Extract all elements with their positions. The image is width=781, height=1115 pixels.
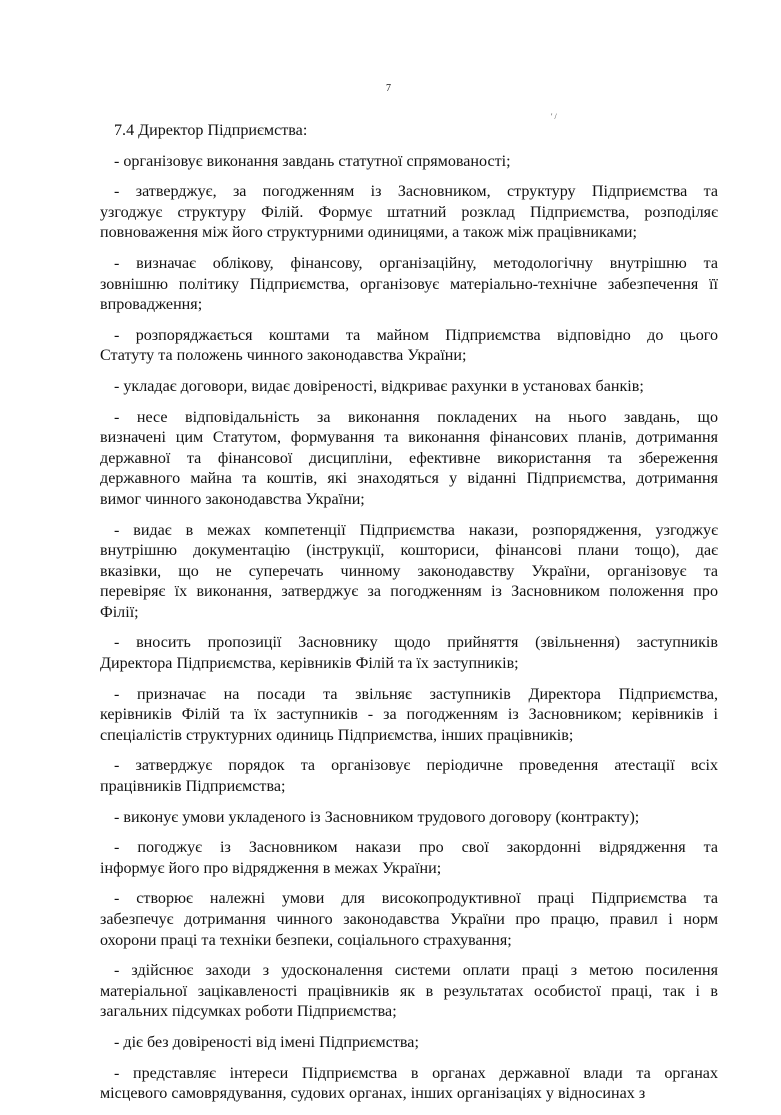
section-body bbox=[100, 121, 718, 1115]
duty-item bbox=[100, 254, 718, 316]
duty-first-line: - організовує виконання завдань статутної спрямованості; bbox=[114, 152, 511, 170]
duty-item bbox=[100, 326, 718, 367]
duty-continuation-line: повноваження між його структурними одиницями, а також між працівниками; bbox=[100, 224, 637, 242]
duty-item bbox=[100, 889, 718, 951]
duty-first-line: - розпоряджається коштами та майном Підприємства відповідно до цього bbox=[114, 326, 718, 344]
duties-list bbox=[100, 152, 718, 1105]
duty-continuation-line: внутрішню документацію (інструкції, кошториси, фінансові плани тощо), дає bbox=[100, 542, 718, 560]
duty-continuation-line: матеріальної зацікавленості працівників як в результатах особистої праці, так і в bbox=[100, 982, 718, 1000]
duty-item bbox=[100, 408, 718, 511]
duty-first-line: - діє без довіреності від імені Підприємства; bbox=[114, 1033, 419, 1051]
duty-continuation-line: місцевого самоврядування, судових органах, інших організаціях у відносинах з bbox=[100, 1085, 646, 1103]
duty-first-line: - представляє інтереси Підприємства в органах державної влади та органах bbox=[114, 1064, 718, 1082]
duty-item bbox=[114, 1033, 718, 1054]
duty-item bbox=[100, 838, 718, 879]
duty-first-line: - призначає на посади та звільняє заступників Директора Підприємства, bbox=[114, 685, 718, 703]
duty-first-line: - виконує умови укладеного із Засновником трудового договору (контракту); bbox=[114, 808, 640, 826]
duty-first-line: - погоджує із Засновником накази про свої закордонні відрядження та bbox=[114, 839, 718, 857]
duty-item bbox=[114, 808, 718, 829]
duty-item bbox=[100, 521, 718, 624]
duty-continuation-line: загальних підсумках роботи Підприємства; bbox=[100, 1003, 397, 1021]
duty-first-line: - затверджує порядок та організовує періодичне проведення атестації всіх bbox=[114, 757, 718, 775]
duty-item bbox=[100, 961, 718, 1023]
duty-first-line: - несе відповідальність за виконання покладених на нього завдань, що bbox=[114, 408, 718, 426]
duty-continuation-line: спеціалістів структурних одиниць Підприємства, інших працівників; bbox=[100, 726, 574, 744]
duty-item bbox=[100, 633, 718, 674]
duty-continuation-line: вимог чинного законодавства України; bbox=[100, 490, 365, 508]
duty-first-line: - вносить пропозиції Засновнику щодо прийняття (звільнення) заступників bbox=[114, 634, 718, 652]
duty-continuation-line: охорони праці та техніки безпеки, соціального страхування; bbox=[100, 931, 512, 949]
duty-continuation-line: зовнішню політику Підприємства, організовує матеріально-технічне забезпечення її bbox=[100, 275, 718, 293]
section-heading: 7.4 Директор Підприємства: bbox=[114, 122, 308, 139]
duty-item bbox=[100, 756, 718, 797]
scan-marks: ' / bbox=[551, 112, 557, 121]
duty-continuation-line: Директора Підприємства, керівників Філій та їх заступників; bbox=[100, 655, 519, 673]
duty-item bbox=[100, 182, 718, 244]
duty-continuation-line: інформує його про відрядження в межах України; bbox=[100, 859, 442, 877]
duty-continuation-line: забезпечує дотримання чинного законодавства України про працю, правил і норм bbox=[100, 911, 718, 928]
duty-continuation-line: державної та фінансової дисципліни, ефективне використання та збереження bbox=[100, 449, 718, 467]
duty-first-line: - укладає договори, видає довіреності, відкриває рахунки в установах банків; bbox=[114, 377, 644, 395]
duty-first-line: - визначає облікову, фінансову, організаційну, методологічну внутрішню та bbox=[114, 254, 718, 272]
duty-first-line: - видає в межах компетенції Підприємства накази, розпорядження, узгоджує bbox=[114, 521, 718, 539]
duty-continuation-line: керівників Філій та їх заступників - за погодженням із Засновником; керівників і bbox=[100, 706, 718, 724]
duty-first-line: - створює належні умови для високопродуктивної праці Підприємства та bbox=[114, 890, 718, 908]
duty-continuation-line: узгоджує структуру Філій. Формує штатний розклад Підприємства, розподіляє bbox=[100, 203, 718, 221]
duty-continuation-line: працівників Підприємства; bbox=[100, 778, 286, 796]
duty-continuation-line: впровадження; bbox=[100, 296, 203, 314]
duty-continuation-line: перевіряє їх виконання, затверджує за погодженням із Засновником положення про bbox=[100, 583, 718, 601]
duty-item bbox=[100, 685, 718, 747]
duty-item bbox=[114, 377, 718, 398]
duty-continuation-line: Статуту та положень чинного законодавства України; bbox=[100, 347, 467, 365]
duty-continuation-line: Філії; bbox=[100, 603, 139, 621]
duty-item bbox=[100, 1064, 718, 1105]
duty-first-line: - здійснює заходи з удосконалення системи оплати праці з метою посилення bbox=[114, 962, 718, 980]
duty-item bbox=[114, 152, 718, 173]
page-number: 7 bbox=[386, 83, 391, 94]
duty-first-line: - затверджує, за погодженням із Засновником, структуру Підприємства та bbox=[114, 183, 718, 201]
duty-continuation-line: державного майна та коштів, які знаходяться у віданні Підприємства, дотримання bbox=[100, 470, 718, 488]
duty-continuation-line: вказівки, що не суперечать чинному законодавству України, організовує та bbox=[100, 562, 718, 580]
duty-continuation-line: визначені цим Статутом, формування та виконання фінансових планів, дотримання bbox=[100, 429, 718, 447]
